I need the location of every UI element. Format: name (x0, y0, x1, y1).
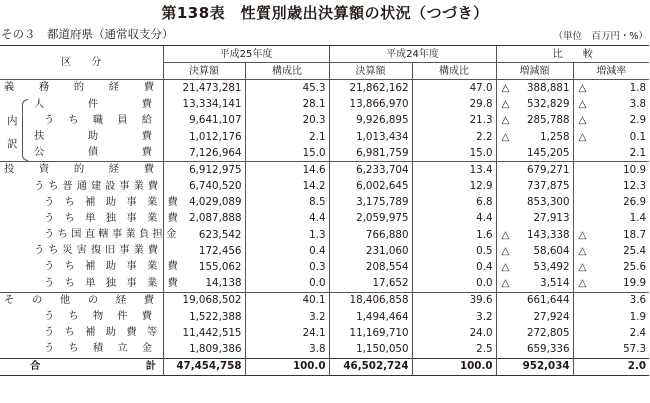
row-label-cell (0, 195, 178, 211)
row-label: う ち 普 通 建 設 事 業 費 (34, 179, 158, 192)
ratio-h24: 2.5 (412, 341, 496, 358)
ratio-h24: 4.4 (412, 211, 496, 227)
ratio-h25: 14.6 (245, 162, 329, 179)
ratio-h25: 28.1 (245, 97, 329, 113)
table-row (0, 129, 649, 145)
change-rate-value: 3.6 (629, 294, 647, 307)
value-h25: 4,029,089 (163, 195, 245, 211)
value-h25: 21,473,281 (163, 80, 245, 97)
value-h24: 17,652 (329, 276, 412, 293)
decrease-mark: △ (501, 98, 510, 111)
decrease-mark: △ (501, 130, 510, 143)
change-rate (573, 97, 649, 113)
row-label: う ち 職 員 給 (44, 113, 152, 126)
change-rate-value: 19.9 (623, 277, 647, 290)
value-h25: 623,542 (163, 227, 245, 243)
change-amount-value: 659,336 (526, 342, 570, 355)
table-row (0, 113, 649, 129)
ratio-h24: 39.6 (412, 292, 496, 309)
change-rate (573, 129, 649, 145)
row-label: そ の 他 の 経 費 (4, 293, 154, 306)
header-kousei-25: 構成比 (245, 63, 329, 80)
value-h24: 1,494,464 (329, 309, 412, 325)
row-label-cell (0, 341, 163, 358)
table-row (0, 259, 649, 275)
table-row (0, 341, 649, 358)
change-amount-value: 285,788 (526, 114, 570, 127)
change-rate (573, 341, 649, 358)
change-rate (573, 243, 649, 259)
ratio-h24: 0.4 (412, 259, 496, 275)
ratio-h25: 100.0 (245, 358, 329, 375)
ratio-h25: 2.1 (245, 129, 329, 145)
ratio-h24: 1.6 (412, 227, 496, 243)
change-rate (573, 211, 649, 227)
ratio-h24: 13.4 (412, 162, 496, 179)
change-amount (496, 292, 573, 309)
ratio-h24: 29.8 (412, 97, 496, 113)
value-h25: 1,012,176 (163, 129, 245, 145)
value-h25: 19,068,502 (163, 292, 245, 309)
value-h24: 46,502,724 (329, 358, 412, 375)
decrease-mark: △ (578, 81, 587, 94)
change-rate (573, 259, 649, 275)
decrease-mark: △ (578, 228, 587, 241)
table-row (0, 162, 649, 179)
change-rate-value: 0.1 (629, 130, 647, 143)
change-rate (573, 179, 649, 195)
change-amount (496, 80, 573, 97)
ratio-h25: 15.0 (245, 145, 329, 162)
value-h25: 2,087,888 (163, 211, 245, 227)
row-label: う ち 単 独 事 業 費 (44, 211, 178, 224)
decrease-mark: △ (578, 277, 587, 290)
decrease-mark: △ (578, 261, 587, 274)
value-h24: 1,150,050 (329, 341, 412, 358)
change-amount (496, 145, 573, 162)
change-amount (496, 195, 573, 211)
change-rate-value: 18.7 (623, 228, 647, 241)
decrease-mark: △ (578, 114, 587, 127)
row-label: う ち 補 助 事 業 費 (44, 260, 178, 273)
value-h25: 9,641,107 (163, 113, 245, 129)
unit-note: （単位 百万円・%） (553, 31, 648, 42)
ratio-h25: 1.3 (245, 227, 329, 243)
ratio-h25: 14.2 (245, 179, 329, 195)
value-h25: 6,740,520 (163, 179, 245, 195)
change-amount-value: 3,514 (540, 277, 570, 290)
change-rate (573, 276, 649, 293)
change-rate (573, 309, 649, 325)
row-label: う ち 補 助 費 等 (44, 326, 158, 339)
ratio-h25: 0.4 (245, 243, 329, 259)
value-h25: 13,334,141 (163, 97, 245, 113)
row-label: 義 務 的 経 費 (4, 81, 154, 94)
row-label-cell (0, 145, 163, 162)
ratio-h24: 3.2 (412, 309, 496, 325)
ratio-h24: 24.0 (412, 325, 496, 341)
change-rate (573, 292, 649, 309)
row-label-cell (0, 113, 163, 129)
ratio-h24: 0.5 (412, 243, 496, 259)
table-row (0, 145, 649, 162)
table-row (0, 309, 649, 325)
header-h25: 平成25年度 (163, 46, 329, 63)
change-amount-value: 27,913 (533, 212, 570, 225)
change-rate-value: 57.3 (623, 342, 647, 355)
change-rate (573, 162, 649, 179)
change-rate (573, 227, 649, 243)
change-amount-value: 679,271 (526, 163, 570, 176)
ratio-h24: 6.8 (412, 195, 496, 211)
change-rate-value: 3.8 (629, 98, 647, 111)
change-amount-value: 58,604 (533, 244, 570, 257)
change-amount-value: 145,205 (526, 146, 570, 159)
ratio-h25: 20.3 (245, 113, 329, 129)
row-label: 扶 助 費 (34, 129, 152, 142)
change-amount (496, 97, 573, 113)
header-hikaku: 比 較 (496, 46, 649, 63)
value-h25: 6,912,975 (163, 162, 245, 179)
value-h24: 9,926,895 (329, 113, 412, 129)
row-label-cell (0, 292, 163, 309)
row-label: 人 件 費 (34, 97, 152, 110)
page-title: 第138表 性質別歳出決算額の状況（つづき） (161, 4, 489, 22)
table-row (0, 211, 649, 227)
value-h24: 11,169,710 (329, 325, 412, 341)
ratio-h25: 3.2 (245, 309, 329, 325)
value-h24: 3,175,789 (329, 195, 412, 211)
change-amount (496, 276, 573, 293)
table-row (0, 195, 649, 211)
change-rate-value: 2.4 (629, 326, 647, 339)
value-h25: 1,809,386 (163, 341, 245, 358)
decrease-mark: △ (501, 261, 510, 274)
value-h24: 6,233,704 (329, 162, 412, 179)
change-amount-value: 532,829 (526, 98, 570, 111)
change-amount-value: 853,300 (526, 196, 570, 209)
row-label-cell (0, 179, 163, 195)
ratio-h25: 24.1 (245, 325, 329, 341)
ratio-h24: 100.0 (412, 358, 496, 375)
change-rate (573, 325, 649, 341)
table-row (0, 243, 649, 259)
change-rate-value: 25.4 (623, 244, 647, 257)
change-amount-value: 661,644 (526, 294, 570, 307)
change-rate (573, 113, 649, 129)
row-label: う ち 補 助 事 業 費 (44, 195, 178, 208)
change-amount (496, 309, 573, 325)
change-amount-value: 143,338 (526, 228, 570, 241)
change-amount (496, 211, 573, 227)
ratio-h24: 47.0 (412, 80, 496, 97)
table-row (0, 80, 649, 97)
decrease-mark: △ (578, 130, 587, 143)
ratio-h25: 4.4 (245, 211, 329, 227)
value-h25: 47,454,758 (163, 358, 245, 375)
ratio-h24: 15.0 (412, 145, 496, 162)
change-amount (496, 243, 573, 259)
change-amount-value: 737,875 (526, 180, 570, 193)
value-h24: 2,059,975 (329, 211, 412, 227)
decrease-mark: △ (501, 277, 510, 290)
ratio-h25: 8.5 (245, 195, 329, 211)
header-kessan-24: 決算額 (329, 63, 412, 80)
change-amount-value: 53,492 (533, 261, 570, 274)
decrease-mark: △ (578, 244, 587, 257)
row-label: う ち 積 立 金 (44, 342, 152, 355)
change-rate-value: 2.0 (627, 360, 647, 373)
change-amount-value: 1,258 (540, 130, 570, 143)
table-subtitle: その３ 都道府県（通常収支分） (1, 27, 174, 41)
change-amount (496, 162, 573, 179)
change-amount-value: 952,034 (522, 360, 570, 373)
ratio-h25: 40.1 (245, 292, 329, 309)
value-h24: 766,880 (329, 227, 412, 243)
change-amount (496, 259, 573, 275)
ratio-h24: 2.2 (412, 129, 496, 145)
table-row (0, 358, 649, 375)
change-rate-value: 2.9 (629, 114, 647, 127)
value-h24: 21,862,162 (329, 80, 412, 97)
table-row (0, 292, 649, 309)
change-rate (573, 80, 649, 97)
decrease-mark: △ (501, 81, 510, 94)
header-kubun: 区 分 (0, 46, 163, 80)
value-h25: 1,522,388 (163, 309, 245, 325)
value-h24: 1,013,434 (329, 129, 412, 145)
row-label: 投 資 的 経 費 (4, 163, 154, 176)
change-rate-value: 1.4 (629, 212, 647, 225)
change-rate (573, 358, 649, 375)
table-row (0, 276, 649, 293)
row-label: う ち 物 件 費 (44, 310, 152, 322)
change-rate-value: 12.3 (623, 180, 647, 193)
row-label-cell (0, 309, 163, 325)
change-amount-value: 27,924 (533, 310, 570, 323)
ratio-h24: 0.0 (412, 276, 496, 293)
table-row (0, 179, 649, 195)
ratio-h25: 0.0 (245, 276, 329, 293)
change-amount (496, 358, 573, 375)
value-h24: 13,866,970 (329, 97, 412, 113)
row-label-cell (0, 162, 163, 179)
change-rate-value: 25.6 (623, 261, 647, 274)
breakdown-label-1: 内 (7, 114, 18, 127)
ratio-h25: 3.8 (245, 341, 329, 358)
value-h24: 6,002,645 (329, 179, 412, 195)
change-amount-value: 272,805 (526, 326, 570, 339)
change-rate-value: 1.9 (629, 310, 647, 323)
ratio-h25: 45.3 (245, 80, 329, 97)
table-row (0, 227, 649, 243)
header-zougen: 増減額 (496, 63, 573, 80)
change-amount (496, 113, 573, 129)
row-label-cell (0, 259, 178, 275)
row-label-cell (0, 358, 163, 375)
decrease-mark: △ (501, 244, 510, 257)
header-kessan-25: 決算額 (163, 63, 245, 80)
row-label-cell (0, 276, 178, 293)
change-amount (496, 227, 573, 243)
row-label: う ち 災 害 復 旧 事 業 費 (34, 244, 158, 257)
change-rate-value: 1.8 (629, 81, 647, 94)
breakdown-label-2: 訳 (7, 137, 18, 150)
change-amount-value: 388,881 (526, 81, 570, 94)
ratio-h24: 21.3 (412, 113, 496, 129)
table-row (0, 325, 649, 341)
change-amount (496, 341, 573, 358)
row-label-cell (0, 129, 163, 145)
value-h25: 11,442,515 (163, 325, 245, 341)
change-amount (496, 129, 573, 145)
table-row (0, 97, 649, 113)
value-h25: 172,456 (163, 243, 245, 259)
decrease-mark: △ (578, 98, 587, 111)
value-h24: 6,981,759 (329, 145, 412, 162)
header-h24: 平成24年度 (329, 46, 496, 63)
row-label: う ち 国 直 轄 事 業 負 担 金 (44, 228, 177, 241)
change-rate-value: 10.9 (623, 163, 647, 176)
header-kousei-24: 構成比 (412, 63, 496, 80)
change-amount (496, 179, 573, 195)
row-label: 公 債 費 (34, 146, 152, 159)
row-label: 合 計 (30, 359, 156, 372)
value-h25: 7,126,964 (163, 145, 245, 162)
value-h25: 155,062 (163, 259, 245, 275)
row-label-cell (0, 80, 163, 97)
row-label-cell (0, 211, 178, 227)
value-h24: 18,406,858 (329, 292, 412, 309)
row-label-cell (0, 325, 163, 341)
value-h25: 14,138 (163, 276, 245, 293)
header-zougenritsu: 増減率 (573, 63, 649, 80)
row-label-cell (0, 227, 177, 243)
decrease-mark: △ (501, 114, 510, 127)
change-rate-value: 26.9 (623, 196, 647, 209)
value-h24: 208,554 (329, 259, 412, 275)
row-label: う ち 単 独 事 業 費 (44, 276, 178, 289)
decrease-mark: △ (501, 228, 510, 241)
row-label-cell (0, 243, 163, 259)
expenditure-table (0, 45, 649, 376)
change-amount (496, 325, 573, 341)
change-rate-value: 2.1 (629, 146, 647, 159)
ratio-h24: 12.9 (412, 179, 496, 195)
value-h24: 231,060 (329, 243, 412, 259)
change-rate (573, 195, 649, 211)
change-rate (573, 145, 649, 162)
ratio-h25: 0.3 (245, 259, 329, 275)
